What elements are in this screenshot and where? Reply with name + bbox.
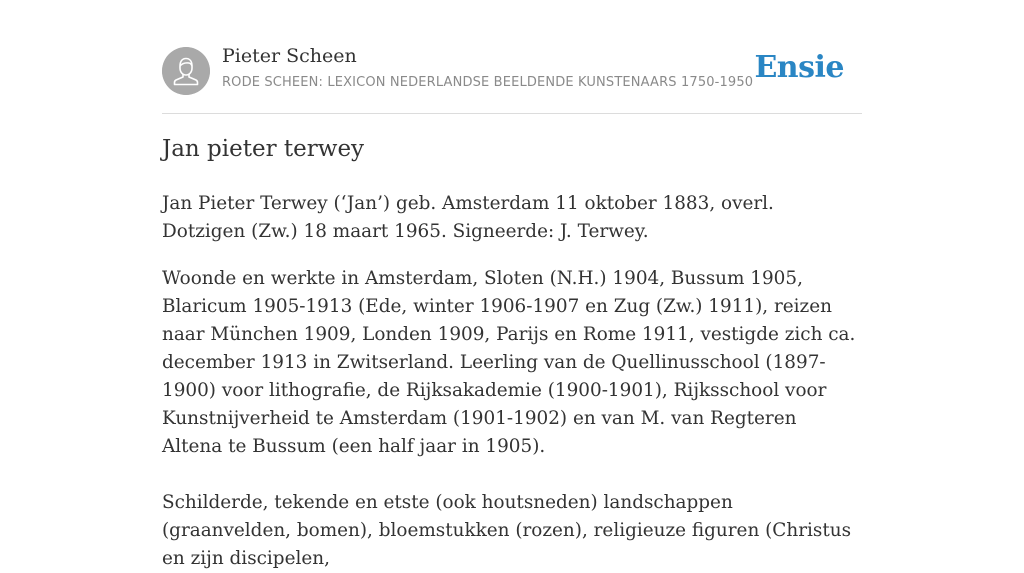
article-title: Jan pieter terwey bbox=[162, 136, 365, 162]
brand-logo[interactable]: Ensie bbox=[754, 50, 844, 85]
paragraph: Woonde en werkte in Amsterdam, Sloten (N.H.) 1904, Bussum 1905, Blaricum 1905-1913 (Ede, winter 1906-1907 en Zug (Zw.) 1911), reizen naar München 1909, Londen 1909, Parijs en Rome 1911, vestigde zich ca. december 1913 in Zwitserland. Leerling van de Quellinusschool (1897-1900) voor lithografie, de Rijksakademie (1900-1901), Rijksschool voor Kunstnijverheid te Amsterdam (1901-1902) en van M. van Regteren Altena te Bussum (een half jaar in 1905). bbox=[162, 268, 856, 457]
paragraph: Jan Pieter Terwey (‘Jan’) geb. Amsterdam 11 oktober 1883, overl. Dotzigen (Zw.) 18 maart 1965. Signeerde: J. Terwey. bbox=[162, 193, 774, 242]
article-header bbox=[162, 0, 862, 114]
article-body bbox=[162, 190, 862, 573]
paragraph: Schilderde, tekende en etste (ook houtsneden) landschappen (graanvelden, bomen), bloemstukken (rozen), religieuze figuren (Christus en zijn discipelen, bbox=[162, 492, 852, 569]
article-page bbox=[162, 0, 862, 569]
source-label[interactable]: RODE SCHEEN: LEXICON NEDERLANDSE BEELDENDE KUNSTENAARS 1750-1950 bbox=[222, 75, 754, 90]
author-avatar[interactable] bbox=[162, 47, 210, 95]
user-avatar-icon bbox=[162, 47, 210, 95]
author-name[interactable]: Pieter Scheen bbox=[222, 45, 357, 67]
